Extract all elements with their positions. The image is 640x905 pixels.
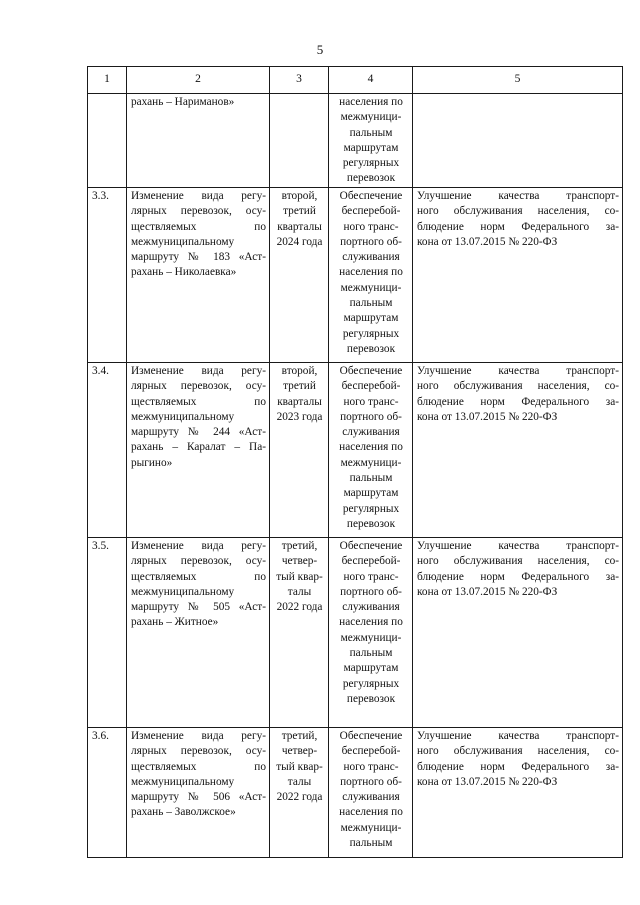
cell-text-line: межмуниципальному	[131, 585, 235, 598]
cell-text-line: перевозок	[346, 517, 396, 530]
cell-text-line: лярных перевозок, осу-	[131, 380, 266, 393]
cell-text-line: регулярных	[342, 677, 400, 690]
cell-text-line: портного об-	[340, 235, 402, 248]
cell-text-line: населения по	[339, 266, 403, 279]
measure-name-cell	[127, 188, 270, 363]
cell-text-line: третий,	[281, 730, 318, 742]
row-number-cell	[88, 538, 127, 728]
cell-text-line: талы	[287, 775, 312, 788]
cell-text-line: межмуниципальному	[131, 775, 235, 788]
cell-text-line: тый квар-	[276, 570, 323, 583]
cell-text-line: второй,	[281, 365, 318, 377]
cell-text-line: блюдение норм Федерального за-	[417, 220, 619, 233]
cell-text-line: ществляемых по	[131, 570, 266, 583]
cell-text-line: регулярных	[342, 327, 400, 340]
cell-text-line: рахань – Нариманов»	[131, 96, 235, 108]
cell-text-line: межмуниципальному	[131, 235, 235, 248]
goal-cell	[413, 538, 623, 728]
cell-text-line: лярных перевозок, осу-	[131, 555, 266, 568]
row-number: 3.6.	[92, 730, 109, 742]
cell-text-line: перевозок	[346, 692, 396, 705]
period-cell	[270, 188, 329, 363]
cell-text-line: кварталы	[277, 395, 322, 408]
cell-text-line: портного об-	[340, 410, 402, 423]
table-row	[88, 538, 623, 728]
cell-text-line: лярных перевозок, осу-	[131, 205, 266, 218]
cell-text-line: четвер-	[281, 745, 318, 758]
cell-text-line: третий,	[281, 540, 318, 552]
expected-result-cell	[329, 363, 413, 538]
cell-text-line: пальным	[349, 647, 393, 660]
cell-text-line: ществляемых по	[131, 760, 266, 773]
cell-text-line: блюдение норм Федерального за-	[417, 570, 619, 583]
cell-text-line: ществляемых по	[131, 395, 266, 408]
table-row	[88, 188, 623, 363]
cell-text-line: служивания	[342, 426, 400, 439]
row-number-cell	[88, 94, 127, 188]
row-number: 3.4.	[92, 365, 109, 377]
cell-text-line: межмуници-	[340, 111, 402, 124]
cell-text-line: межмуници-	[340, 281, 402, 294]
cell-text-line: кона от 13.07.2015 № 220-ФЗ	[417, 775, 558, 788]
cell-text-line: 2024 года	[276, 235, 323, 248]
table-row	[88, 728, 623, 858]
cell-text-line: межмуниципальному	[131, 410, 235, 423]
cell-text-line: бесперебой-	[341, 555, 401, 568]
expected-result-cell	[329, 538, 413, 728]
cell-text-line: маршруту № 506 «Аст-	[131, 791, 266, 804]
cell-text-line: Улучшение качества транспорт-	[417, 365, 619, 377]
measure-name-cell	[127, 94, 270, 188]
cell-text-line: ного обслуживания населения, со-	[417, 380, 619, 393]
cell-text-line: ного транс-	[343, 395, 399, 408]
table-header-row	[88, 67, 623, 94]
cell-text-line: межмуници-	[340, 821, 402, 834]
cell-text-line: служивания	[342, 791, 400, 804]
cell-text-line: Улучшение качества транспорт-	[417, 540, 619, 552]
cell-text-line: Обеспечение	[339, 540, 403, 552]
table-row	[88, 363, 623, 538]
cell-text-line: Обеспечение	[339, 365, 403, 377]
cell-text-line: портного об-	[340, 775, 402, 788]
row-number: 3.5.	[92, 540, 109, 552]
cell-text-line: маршрутам	[343, 487, 399, 500]
cell-text-line: регулярных	[342, 502, 400, 515]
cell-text-line: четвер-	[281, 555, 318, 568]
cell-text-line: Улучшение качества транспорт-	[417, 730, 619, 742]
expected-result-cell	[329, 728, 413, 858]
cell-text-line: ного транс-	[343, 220, 399, 233]
cell-text-line: пальным	[349, 837, 393, 850]
cell-text-line: 2023 года	[276, 410, 323, 423]
cell-text-line: рахань – Житное»	[131, 616, 219, 629]
expected-result-cell	[329, 94, 413, 188]
goal-cell	[413, 188, 623, 363]
cell-text-line: Обеспечение	[339, 190, 403, 202]
cell-text-line: перевозок	[346, 172, 396, 185]
cell-text-line: маршрутам	[343, 312, 399, 325]
cell-text-line: талы	[287, 585, 312, 598]
cell-text-line: Обеспечение	[339, 730, 403, 742]
header-cell-4: 4	[329, 67, 413, 94]
measure-name-cell	[127, 538, 270, 728]
row-number: 3.3.	[92, 190, 109, 202]
cell-text-line: 2022 года	[276, 791, 323, 804]
period-cell	[270, 94, 329, 188]
cell-text-line: пальным	[349, 472, 393, 485]
cell-text-line: маршруту № 183 «Аст-	[131, 251, 266, 264]
cell-text-line: лярных перевозок, осу-	[131, 745, 266, 758]
cell-text-line: ного обслуживания населения, со-	[417, 745, 619, 758]
cell-text-line: кварталы	[277, 220, 322, 233]
cell-text-line: служивания	[342, 601, 400, 614]
cell-text-line: рахань – Заволжское»	[131, 806, 236, 819]
cell-text-line: ществляемых по	[131, 220, 266, 233]
cell-text-line: населения по	[339, 806, 403, 819]
cell-text-line: ного транс-	[343, 570, 399, 583]
header-cell-5: 5	[413, 67, 623, 94]
cell-text-line: населения по	[339, 616, 403, 629]
cell-text-line: кона от 13.07.2015 № 220-ФЗ	[417, 410, 558, 423]
cell-text-line: бесперебой-	[341, 380, 401, 393]
goal-cell	[413, 728, 623, 858]
table-row	[88, 94, 623, 188]
cell-text-line: населения по	[339, 96, 403, 108]
cell-text-line: третий	[283, 205, 316, 218]
goal-cell	[413, 363, 623, 538]
cell-text-line: блюдение норм Федерального за-	[417, 395, 619, 408]
cell-text-line: Улучшение качества транспорт-	[417, 190, 619, 202]
page-number: 5	[316, 42, 324, 57]
measures-table	[87, 66, 623, 858]
cell-text-line: кона от 13.07.2015 № 220-ФЗ	[417, 585, 558, 598]
measure-name-cell	[127, 363, 270, 538]
cell-text-line: Изменение вида регу-	[131, 365, 266, 377]
cell-text-line: населения по	[339, 441, 403, 454]
cell-text-line: рахань – Николаевка»	[131, 266, 237, 279]
cell-text-line: тый квар-	[276, 760, 323, 773]
cell-text-line: ного обслуживания населения, со-	[417, 555, 619, 568]
cell-text-line: регулярных	[342, 157, 400, 170]
cell-text-line: перевозок	[346, 342, 396, 355]
cell-text-line: межмуници-	[340, 456, 402, 469]
goal-cell	[413, 94, 623, 188]
cell-text-line: второй,	[281, 190, 318, 202]
expected-result-cell	[329, 188, 413, 363]
cell-text-line: рахань – Каралат – Па-	[131, 441, 266, 454]
cell-text-line: блюдение норм Федерального за-	[417, 760, 619, 773]
period-cell	[270, 363, 329, 538]
cell-text-line: маршруту № 505 «Аст-	[131, 601, 266, 614]
cell-text-line: рыгино»	[131, 456, 173, 469]
row-number-cell	[88, 728, 127, 858]
cell-text-line: пальным	[349, 297, 393, 310]
header-cell-2: 2	[127, 67, 270, 94]
period-cell	[270, 728, 329, 858]
cell-text-line: третий	[283, 380, 316, 393]
row-number-cell	[88, 188, 127, 363]
header-cell-3: 3	[270, 67, 329, 94]
cell-text-line: маршрутам	[343, 662, 399, 675]
header-cell-1: 1	[88, 67, 127, 94]
measure-name-cell	[127, 728, 270, 858]
period-cell	[270, 538, 329, 728]
cell-text-line: Изменение вида регу-	[131, 190, 266, 202]
cell-text-line: бесперебой-	[341, 745, 401, 758]
cell-text-line: маршруту № 244 «Аст-	[131, 426, 266, 439]
row-number-cell	[88, 363, 127, 538]
cell-text-line: 2022 года	[276, 601, 323, 614]
cell-text-line: ного обслуживания населения, со-	[417, 205, 619, 218]
cell-text-line: межмуници-	[340, 631, 402, 644]
cell-text-line: Изменение вида регу-	[131, 540, 266, 552]
cell-text-line: ного транс-	[343, 760, 399, 773]
cell-text-line: кона от 13.07.2015 № 220-ФЗ	[417, 235, 558, 248]
cell-text-line: маршрутам	[343, 141, 399, 154]
cell-text-line: Изменение вида регу-	[131, 730, 266, 742]
cell-text-line: бесперебой-	[341, 205, 401, 218]
cell-text-line: пальным	[349, 126, 393, 139]
cell-text-line: служивания	[342, 251, 400, 264]
cell-text-line: портного об-	[340, 585, 402, 598]
